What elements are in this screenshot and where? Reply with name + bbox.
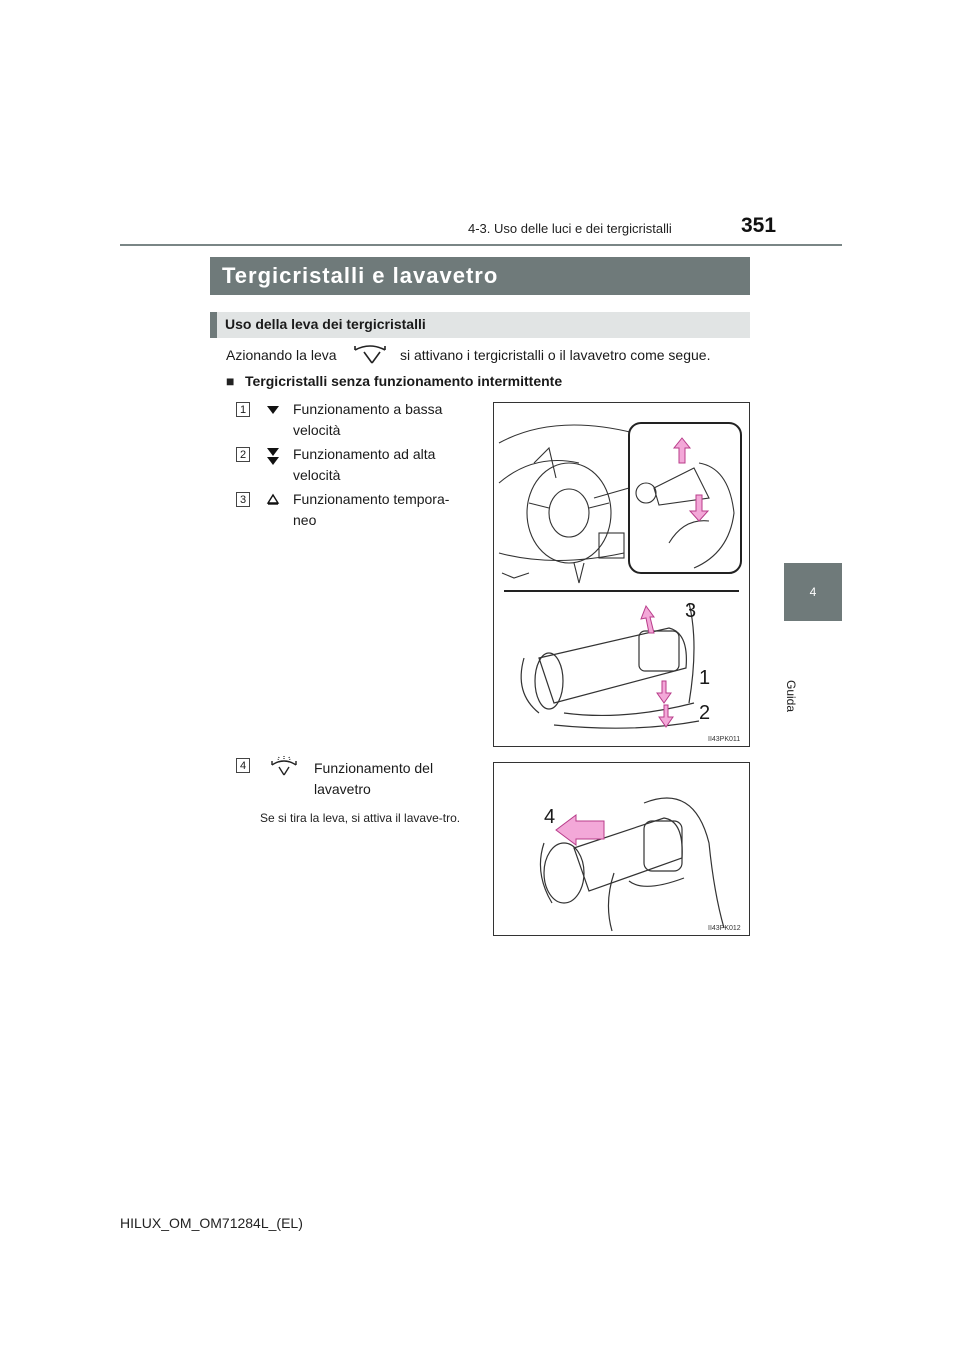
item-4-line-1: Funzionamento del — [314, 760, 434, 776]
figure-1-callout-2: 2 — [699, 702, 711, 724]
subsection-title: Uso della leva dei tergicristalli — [225, 316, 426, 332]
item-number-4: 4 — [236, 758, 250, 773]
item-3-line-2: neo — [293, 512, 317, 528]
header-section-title: 4-3. Uso delle luci e dei tergicristalli — [468, 221, 672, 236]
up-triangle-outline-icon — [266, 493, 280, 505]
figure-1-callout-1: 1 — [699, 667, 711, 689]
figure-2-callout-4: 4 — [544, 806, 556, 828]
item-number-2: 2 — [236, 447, 250, 462]
chapter-tab[interactable]: 4 — [784, 563, 842, 621]
figure-2-code: II43PK012 — [708, 925, 741, 932]
item-3-line-1: Funzionamento tempora- — [293, 491, 450, 507]
item-1-line-2: velocità — [293, 422, 341, 438]
item-number-3: 3 — [236, 492, 250, 507]
bullet-title: Tergicristalli senza funzionamento intermittente — [245, 373, 563, 389]
item-number-1: 1 — [236, 402, 250, 417]
figure-1-callout-3: 3 — [685, 600, 697, 622]
wiper-lever-illustration — [494, 403, 749, 746]
intro-text-before: Azionando la leva — [226, 347, 337, 363]
footer-doc-code: HILUX_OM_OM71284L_(EL) — [120, 1215, 303, 1231]
washer-illustration — [494, 763, 749, 935]
double-down-triangle-icon — [266, 447, 280, 467]
wiper-lever-icon — [352, 343, 388, 367]
washer-icon — [270, 755, 298, 777]
single-down-triangle-icon — [266, 404, 280, 416]
washer-figure — [493, 762, 750, 936]
item-2-line-2: velocità — [293, 467, 341, 483]
item-4-line-2: lavavetro — [314, 781, 371, 797]
item-1-line-1: Funzionamento a bassa — [293, 401, 443, 417]
page-number: 351 — [741, 214, 777, 237]
figure-1-code: II43PK011 — [708, 736, 741, 743]
item-2-line-1: Funzionamento ad alta — [293, 446, 436, 462]
chapter-label: Guida — [784, 680, 798, 713]
washer-note: Se si tira la leva, si attiva il lavave-tro. — [260, 811, 461, 825]
bullet-marker: ■ — [226, 373, 235, 389]
intro-text-after: si attivano i tergicristalli o il lavavetro come segue. — [400, 347, 711, 363]
wiper-lever-figure — [493, 402, 750, 747]
header-rule — [120, 244, 842, 246]
section-title: Tergicristalli e lavavetro — [222, 263, 499, 288]
